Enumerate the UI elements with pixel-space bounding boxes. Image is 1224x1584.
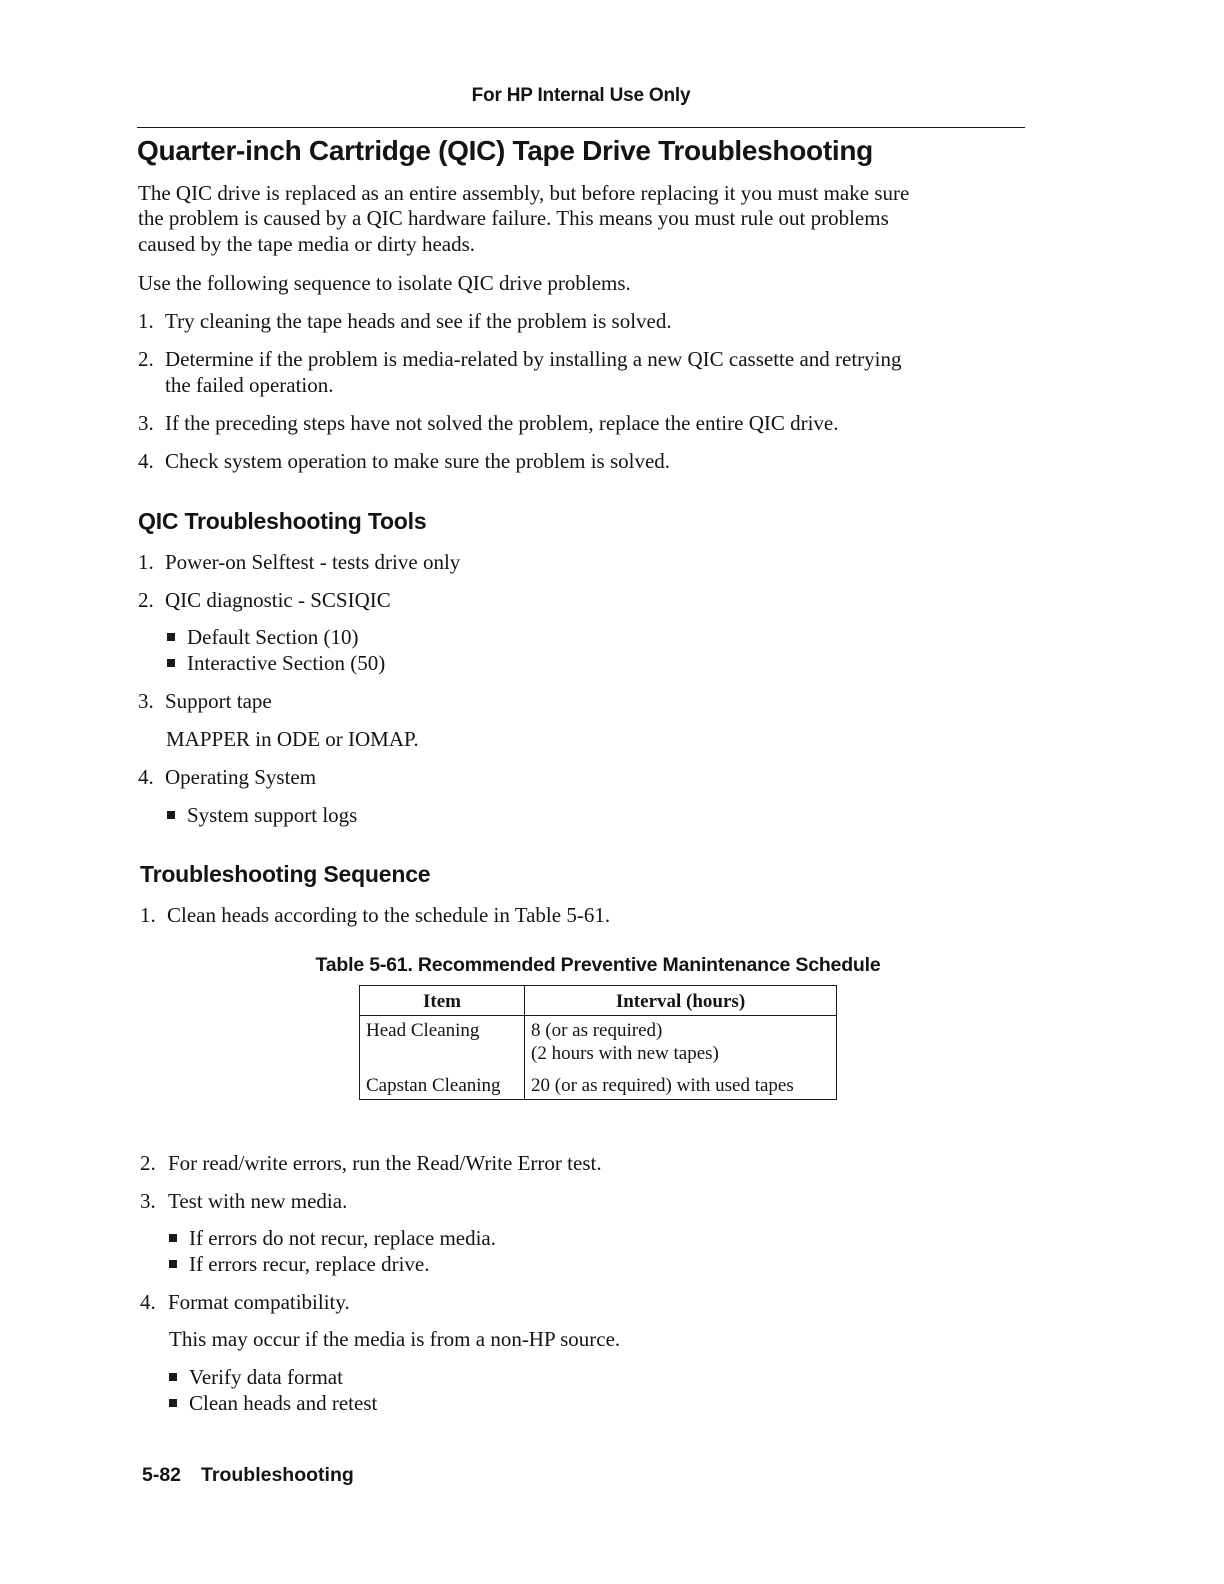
bullet-icon (169, 1399, 177, 1407)
sequence-item: Test with new media. (168, 1189, 348, 1213)
maintenance-schedule-table (359, 985, 837, 1100)
header-rule (137, 127, 1025, 128)
sequence-item: Clean heads according to the schedule in Table 5-61. (167, 903, 611, 927)
table-cell-interval: 8 (or as required) (2 hours with new tapes) (525, 1016, 837, 1075)
bullet-item: If errors do not recur, replace media. (169, 1225, 496, 1251)
bullet-icon (169, 1373, 177, 1381)
bullet-icon (167, 811, 175, 819)
step-text: Determine if the problem is media-related by installing a new QIC cassette and retrying (165, 347, 902, 371)
step-number: 3. (138, 411, 154, 435)
sequence-number: 1. (140, 903, 156, 927)
bullet-item: Default Section (10) (167, 624, 358, 650)
table-cell-item: Capstan Cleaning (360, 1074, 525, 1100)
sequence-item: Format compatibility. (168, 1290, 350, 1314)
table-row (360, 1016, 837, 1075)
sequence-number: 3. (140, 1189, 156, 1213)
tool-number: 2. (138, 588, 154, 612)
table-header-row (360, 986, 837, 1016)
page-footer (142, 1464, 354, 1487)
tool-number: 1. (138, 550, 154, 574)
step-text: Check system operation to make sure the problem is solved. (165, 449, 671, 473)
intro-line-3: caused by the tape media or dirty heads. (138, 232, 476, 256)
table-header-cell: Item (360, 986, 525, 1016)
bullet-item: Interactive Section (50) (167, 650, 385, 676)
sequence-heading: Troubleshooting Sequence (140, 861, 431, 887)
step-number: 2. (138, 347, 154, 371)
table-cell-interval: 20 (or as required) with used tapes (525, 1074, 837, 1100)
table-caption: Table 5-61. Recommended Preventive Manintenance Schedule (315, 954, 881, 976)
tool-number: 3. (138, 689, 154, 713)
bullet-item: If errors recur, replace drive. (169, 1251, 430, 1277)
sequence-intro: Use the following sequence to isolate QIC drive problems. (138, 271, 631, 295)
bullet-icon (167, 659, 175, 667)
bullet-item: Verify data format (169, 1364, 343, 1390)
step-text: If the preceding steps have not solved the problem, replace the entire QIC drive. (165, 411, 839, 435)
step-number: 1. (138, 309, 154, 333)
footer-section: Troubleshooting (201, 1464, 354, 1486)
step-text: Try cleaning the tape heads and see if the problem is solved. (165, 309, 672, 333)
tool-number: 4. (138, 765, 154, 789)
sequence-number: 4. (140, 1290, 156, 1314)
bullet-icon (169, 1234, 177, 1242)
tool-item: Support tape (165, 689, 272, 713)
tool-item: QIC diagnostic - SCSIQIC (165, 588, 391, 612)
tool-note: MAPPER in ODE or IOMAP. (166, 727, 419, 751)
bullet-icon (169, 1260, 177, 1268)
table-header-cell: Interval (hours) (525, 986, 837, 1016)
table-row (360, 1074, 837, 1100)
step-number: 4. (138, 449, 154, 473)
intro-line-2: the problem is caused by a QIC hardware failure. This means you must rule out problems (138, 206, 889, 230)
table-cell-item: Head Cleaning (360, 1016, 525, 1075)
tools-heading: QIC Troubleshooting Tools (138, 508, 427, 534)
tool-item: Power-on Selftest - tests drive only (165, 550, 461, 574)
bullet-item: System support logs (167, 802, 357, 828)
bullet-icon (167, 633, 175, 641)
bullet-item: Clean heads and retest (169, 1390, 377, 1416)
sequence-note: This may occur if the media is from a non-HP source. (169, 1327, 621, 1351)
page-number: 5-82 (142, 1464, 182, 1486)
intro-line-1: The QIC drive is replaced as an entire assembly, but before replacing it you must make sure (138, 181, 910, 205)
step-text-continued: the failed operation. (165, 373, 334, 397)
page-header: For HP Internal Use Only (471, 85, 691, 106)
sequence-number: 2. (140, 1151, 156, 1175)
sequence-item: For read/write errors, run the Read/Write Error test. (168, 1151, 602, 1175)
tool-item: Operating System (165, 765, 317, 789)
section-title: Quarter-inch Cartridge (QIC) Tape Drive Troubleshooting (137, 135, 873, 166)
